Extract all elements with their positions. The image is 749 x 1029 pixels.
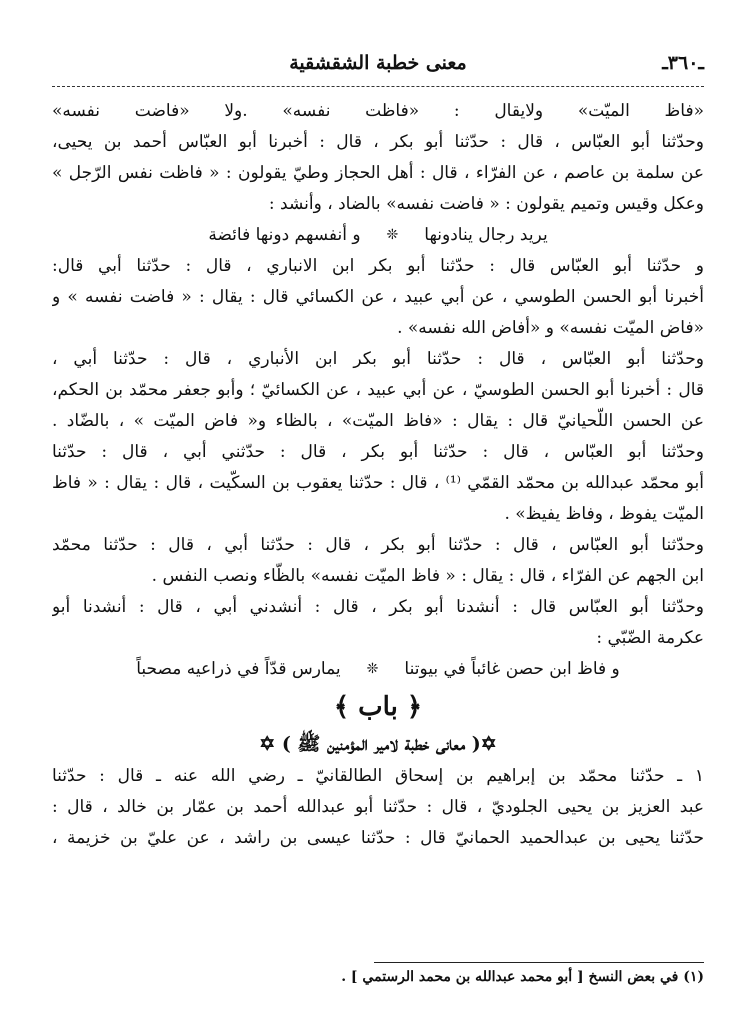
text-line: و حدّثنا أبو العبّاس قال : حدّثنا أبو بكر ابن الانباري ، قال : حدّثنا أبي قال: [52,256,704,276]
text-line: وحدّثنا أبو العبّاس ، قال : حدّثنا أبو بكر ، قال : حدّثنا أبي ، قال : حدّثنا محمّد [52,535,704,555]
text-line: «فاظ الميّت» ولايقال : «فاظت نفسه» .ولا «فاضت نفسه» [52,101,704,121]
verse-second-hemistich: يمارس قدّاً في ذراعيه مصحباً [136,659,341,679]
running-title: معنى خطبة الشقشقية [289,52,467,74]
page-body [52,96,704,854]
header-divider [52,86,704,87]
text-line: أبو محمّد عبدالله بن محمّد القمّي ⁽¹⁾ ، قال : حدّثنا يعقوب بن السكّيت ، قال : يقال : « فاظ [52,473,704,493]
text-line: الميّت يفوظ ، وفاظ يفيظ» . [504,504,704,524]
poem-verse [52,220,704,251]
verse-first-hemistich: يريد رجال ينادونها [424,225,548,245]
text-line: حدّثنا يحيى بن عبدالحميد الحمانيّ قال : حدّثنا عيسى بن راشد ، عن عليّ بن خزيمة ، [52,828,704,848]
text-line: أخبرنا أبو الحسن الطوسي ، عن أبي عبيد ، عن الكسائي قال : يقال : « فاضت نفسه » و [52,287,704,307]
text-line: عن الحسن اللّحيانيّ قال : يقال : «فاظ الميّت» ، بالظاء و« فاض الميّت » ، بالضّاد . [52,411,704,431]
text-line: ابن الجهم عن الفرّاء ، قال : يقال : « فاظ الميّت نفسه» بالظّاء ونصب النفس . [151,566,704,586]
verse-separator-icon: ❊ [386,227,399,243]
text-line: عن سلمة بن عاصم ، عن الفرّاء ، قال : أهل الحجاز وطيّ يقولون : « فاظت نفس الرّجل » [52,163,704,183]
text-line: وحدّثنا أبو العبّاس قال : أنشدنا أبو بكر ، قال : أنشدني أبي ، قال : أنشدنا أبو [52,597,704,617]
text-line: عبد العزيز بن يحيى الجلوديّ ، قال : حدّثنا أبو عبدالله أحمد بن عمّار بن خالد ، قال : [52,797,704,817]
page-header [52,50,704,86]
text-line: وحدّثنا أبو العبّاس ، قال : حدّثنا أبو بكر ، قال : أخبرنا أبو العبّاس أحمد بن يحيى، [52,132,704,152]
chapter-heading: ﴿ باب ﴾ [333,692,423,722]
verse-first-hemistich: و فاظ ابن حصن غائباً في بيوتنا [404,659,620,679]
section-subheading: ✡( معانى خطبة لامير المؤمنين ﷺ ) ✡ [259,733,497,755]
verse-separator-icon: ❊ [366,661,379,677]
text-line: وعكل وقيس وتميم يقولون : « فاضت نفسه» بالضاد ، وأنشد : [268,194,704,214]
verse-second-hemistich: و أنفسهم دونها فائضة [208,225,361,245]
text-line: وحدّثنا أبو العبّاس ، قال : حدّثنا أبو بكر ابن الأنباري ، قال : حدّثنا أبي ، [52,349,704,369]
text-line: ١ ـ حدّثنا محمّد بن إبراهيم بن إسحاق الطالقانيّ ـ رضي الله عنه ـ قال : حدّثنا [52,766,704,786]
text-line: قال : أخبرنا أبو الحسن الطوسيّ ، عن أبي عبيد ، عن الكسائيّ ؛ وأبو جعفر محمّد بن الحكم، [52,380,704,400]
footnote-divider [374,962,704,963]
text-line: وحدّثنا أبو العبّاس ، قال : حدّثنا أبو بكر ، قال : حدّثني أبي ، قال : حدّثنا [52,442,704,462]
text-line: «فاض الميّت نفسه» و «أفاض الله نفسه» . [397,318,704,338]
footnote: (١) في بعض النسخ [ أبو محمد عبدالله بن محمد الرستمي ] . [341,969,704,985]
text-line: عكرمة الضّبّي : [596,628,704,648]
page-number: ـ٣٦٠ـ [662,52,704,74]
poem-verse [52,654,704,685]
book-page [52,50,704,985]
